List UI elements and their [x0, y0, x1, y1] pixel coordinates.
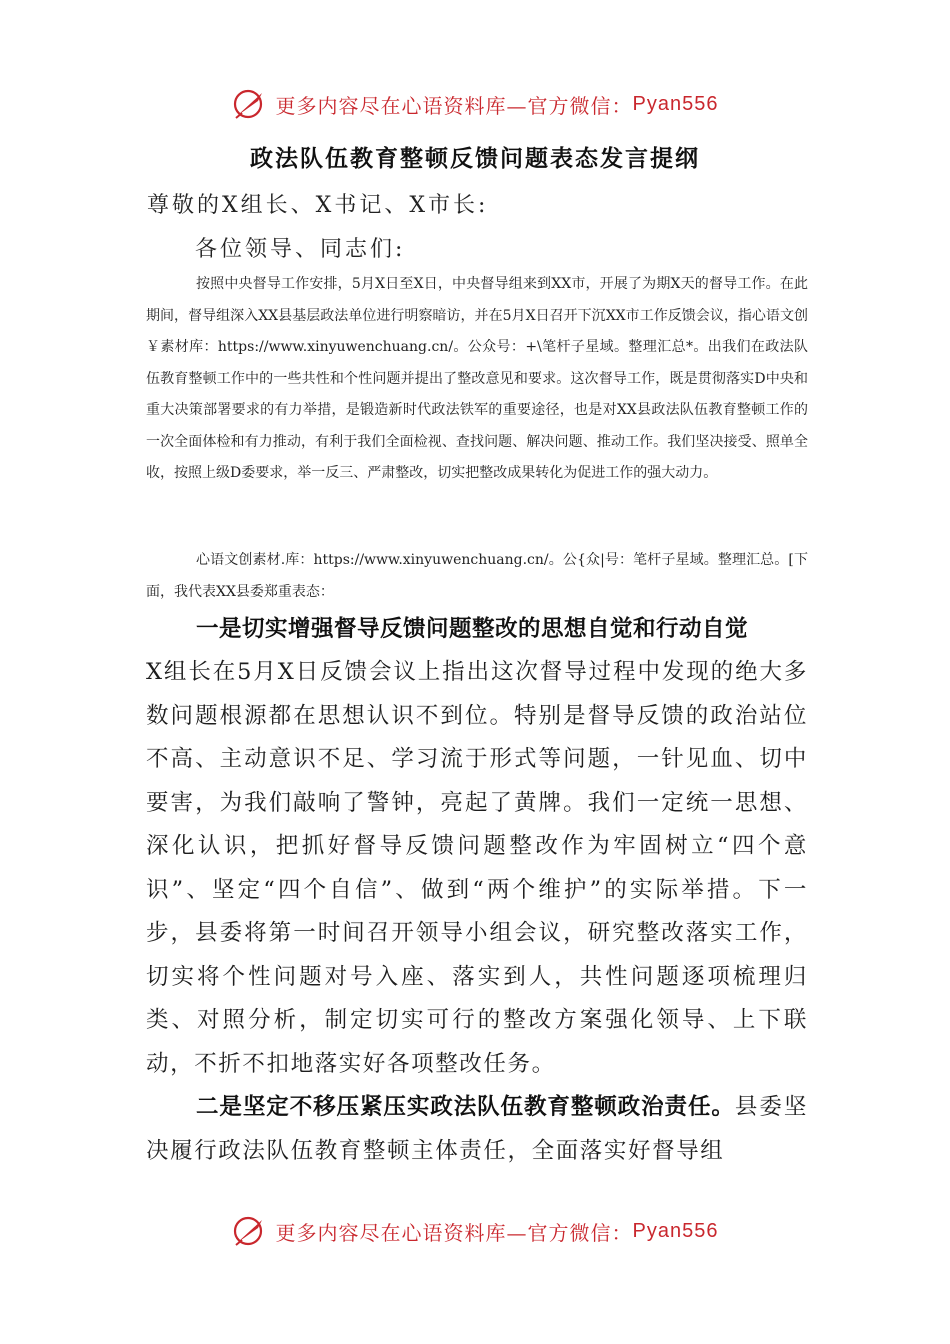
banner-text: 更多内容尽在心语资料库—官方微信：: [275, 1220, 633, 1245]
quill-logo-icon: [232, 1214, 268, 1248]
watermark-banner-top: [0, 84, 950, 124]
banner-wechat-id: Pyan556: [632, 1219, 719, 1242]
section-heading-2: 二是坚定不移压紧压实政法队伍教育整顿政治责任。: [196, 1094, 735, 1120]
quill-logo-icon: [232, 87, 268, 121]
intro-paragraph: 按照中央督导工作安排，5月X日至X日，中央督导组来到XX市，开展了为期X天的督导工作。在此期间，督导组深入XX县基层政法单位进行明察暗访，并在5月X日召开下沉XX市工作反馈会议，指心语文创￥素材库：https://www.xinyuwenchuang.cn/。公众号：+\笔杆子星域。整理汇总*。出我们在政法队伍教育整顿工作中的一些共性和个性问题并提出了整改意见和要求。这次督导工作，既是贯彻落实D中央和重大决策部署要求的有力举措，是锻造新时代政法铁军的重要途径，也是对XX县政法队伍教育整顿工作的一次全面体检和有力推动，有利于我们全面检视、查找问题、解决问题、推动工作。我们坚决接受、照单全收，按照上级D委要求，举一反三、严肃整改，切实把整改成果转化为促进工作的强大动力。: [146, 276, 808, 481]
banner-text: 更多内容尽在心语资料库—官方微信：: [275, 93, 633, 118]
section-body-1: X组长在5月X日反馈会议上指出这次督导过程中发现的绝大多数问题根源都在思想认识不到位。特别是督导反馈的政治站位不高、主动意识不足、学习流于形式等问题，一针见血、切中要害，为我们敲响了警钟，亮起了黄牌。我们一定统一思想、深化认识，把抓好督导反馈问题整改作为牢固树立“四个意识”、坚定“四个自信”、做到“两个维护”的实际举措。下一步，县委将第一时间召开领导小组会议，研究整改落实工作，切实将个性问题对号入座、落实到人，共性问题逐项梳理归类、对照分析，制定切实可行的整改方案强化领导、上下联动，不折不扣地落实好各项整改任务。: [146, 659, 808, 1077]
document-title: 政法队伍教育整顿反馈问题表态发言提纲: [250, 145, 700, 172]
salutation-colleagues: 各位领导、同志们:: [195, 237, 406, 262]
section-body-2: 县委坚决履行政法队伍教育整顿主体责任，全面落实好督导组: [146, 1094, 808, 1164]
watermark-banner-bottom: [0, 1211, 950, 1251]
section-2: [146, 1086, 808, 1173]
banner-wechat-id: Pyan556: [632, 92, 719, 115]
salutation-leaders: 尊敬的X组长、X书记、X市长:: [147, 193, 489, 218]
section-heading-1: 一是切实增强督导反馈问题整改的思想自觉和行动自觉: [196, 616, 749, 642]
transition-paragraph: 心语文创素材.库：https://www.xinyuwenchuang.cn/。公{众|号：笔杆子星域。整理汇总。[下面，我代表XX县委郑重表态：: [146, 552, 808, 600]
